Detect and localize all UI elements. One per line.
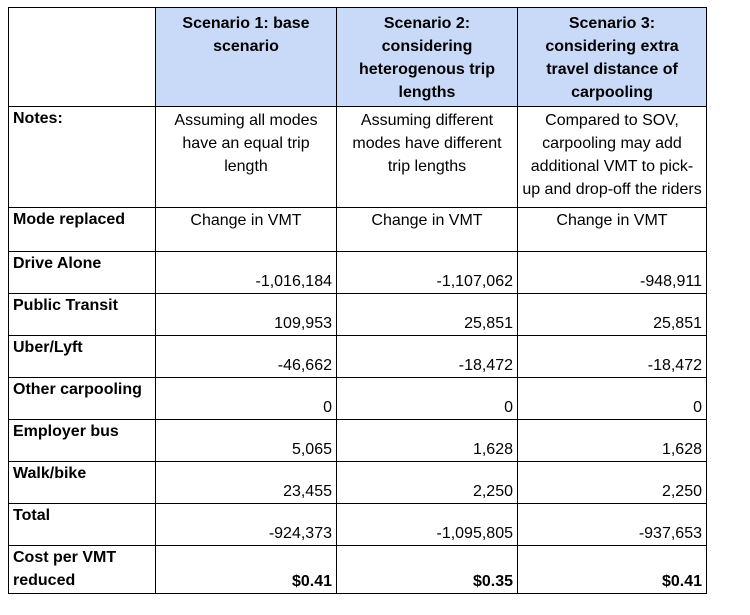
table-row: [9, 336, 707, 378]
notes-label: Notes:: [9, 107, 156, 208]
table-cell: -948,911: [518, 252, 707, 294]
row-label: Uber/Lyft: [9, 336, 156, 378]
total-row: [9, 504, 707, 546]
table-cell: -924,373: [156, 504, 337, 546]
notes-row: [9, 107, 707, 208]
table-cell: 2,250: [337, 462, 518, 504]
table-cell: 1,628: [518, 420, 707, 462]
table-cell: 2,250: [518, 462, 707, 504]
table-row: [9, 252, 707, 294]
scenario-2-subheader: Change in VMT: [337, 208, 518, 252]
table-cell: 5,065: [156, 420, 337, 462]
table-cell: 109,953: [156, 294, 337, 336]
scenario-2-header: Scenario 2: considering heterogenous trip lengths: [337, 8, 518, 107]
row-label: Public Transit: [9, 294, 156, 336]
vmt-comparison-table: [8, 7, 707, 594]
mode-replaced-row: [9, 208, 707, 252]
table-cell: -1,107,062: [337, 252, 518, 294]
table-cell: 0: [337, 378, 518, 420]
table-row: [9, 294, 707, 336]
scenario-1-subheader: Change in VMT: [156, 208, 337, 252]
table-cell: 0: [156, 378, 337, 420]
table-cell: 25,851: [518, 294, 707, 336]
scenario-2-note: Assuming different modes have different trip lengths: [337, 107, 518, 208]
table-cell: -1,016,184: [156, 252, 337, 294]
scenario-3-note: Compared to SOV, carpooling may add additional VMT to pick-up and drop-off the riders: [518, 107, 707, 208]
row-label: Walk/bike: [9, 462, 156, 504]
scenario-1-note: Assuming all modes have an equal trip length: [156, 107, 337, 208]
row-label: Other carpooling: [9, 378, 156, 420]
table-cell: 0: [518, 378, 707, 420]
scenario-1-header: Scenario 1: base scenario: [156, 8, 337, 107]
scenario-3-cost: $0.41: [518, 546, 707, 594]
row-label: Drive Alone: [9, 252, 156, 294]
table-row: [9, 378, 707, 420]
table-cell: -18,472: [518, 336, 707, 378]
table-cell: 25,851: [337, 294, 518, 336]
cost-row: [9, 546, 707, 594]
scenario-2-cost: $0.35: [337, 546, 518, 594]
table-cell: -18,472: [337, 336, 518, 378]
table-cell: 1,628: [337, 420, 518, 462]
scenario-3-subheader: Change in VMT: [518, 208, 707, 252]
table-cell: -46,662: [156, 336, 337, 378]
scenario-1-cost: $0.41: [156, 546, 337, 594]
row-label: Total: [9, 504, 156, 546]
mode-replaced-label: Mode replaced: [9, 208, 156, 252]
table-cell: -937,653: [518, 504, 707, 546]
table-row: [9, 462, 707, 504]
row-label: Employer bus: [9, 420, 156, 462]
header-corner-cell: [9, 8, 156, 107]
table-row: [9, 420, 707, 462]
cost-label: Cost per VMT reduced: [9, 546, 156, 594]
scenario-3-header: Scenario 3: considering extra travel distance of carpooling: [518, 8, 707, 107]
header-row: [9, 8, 707, 107]
table-cell: -1,095,805: [337, 504, 518, 546]
table-cell: 23,455: [156, 462, 337, 504]
